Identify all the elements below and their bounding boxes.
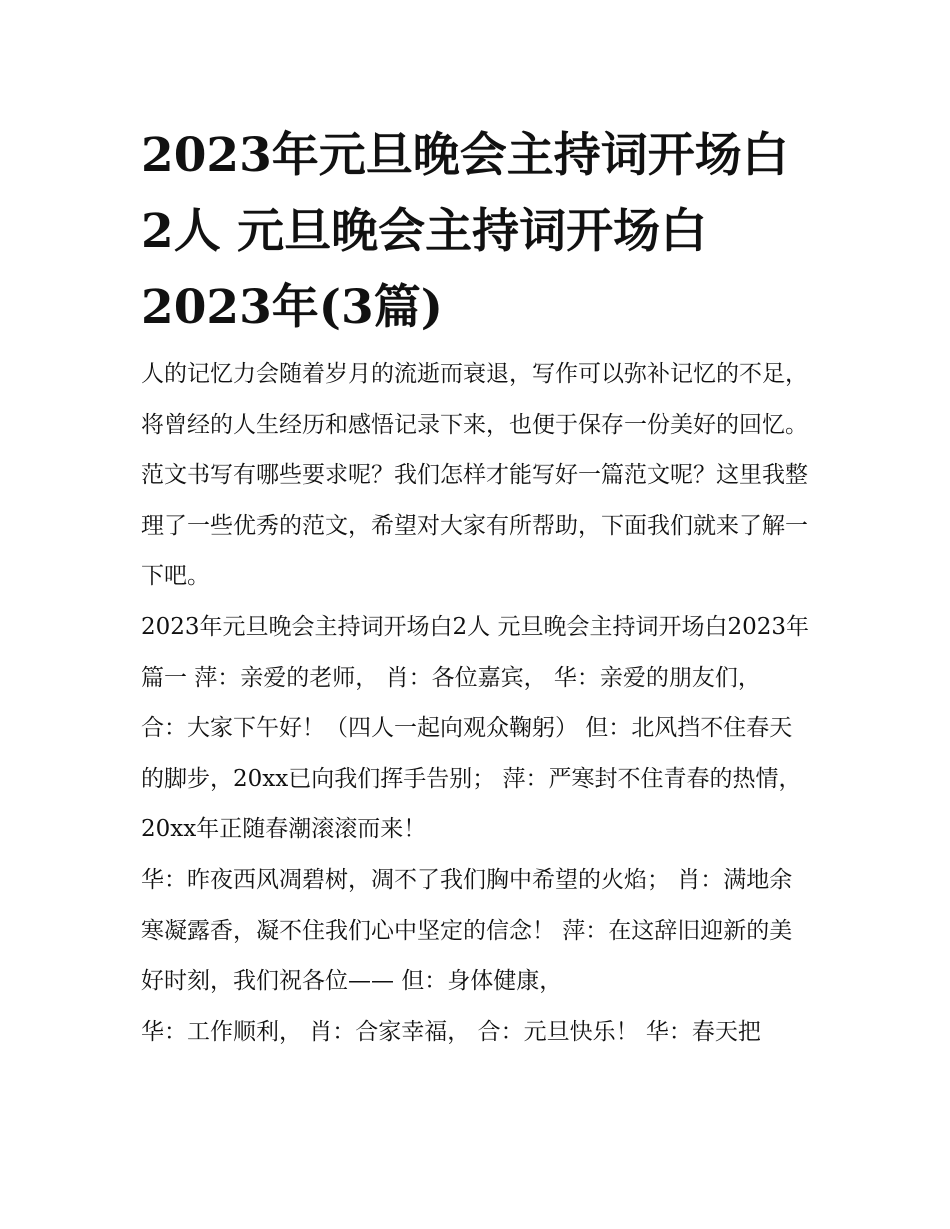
body-paragraph-4: 华：工作顺利， 肖：合家幸福， 合：元旦快乐！ 华：春天把: [141, 1018, 761, 1045]
document-page: [141, 118, 813, 1057]
body-paragraph-3: 华：昨夜西风凋碧树，凋不了我们胸中希望的火焰； 肖：满地余寒凝露香，凝不住我们心中坚定的信念！ 萍：在这辞旧迎新的美好时刻，我们祝各位—— 但：身体健康，: [141, 866, 793, 995]
document-title: 2023年元旦晚会主持词开场白2人 元旦晚会主持词开场白2023年(3篇): [141, 128, 789, 335]
body-paragraph-1: 2023年元旦晚会主持词开场白2人 元旦晚会主持词开场白2023年篇一 萍：亲爱的老师， 肖：各位嘉宾， 华：亲爱的朋友们，: [141, 613, 810, 691]
body-paragraph-2: 合：大家下午好！（四人一起向观众鞠躬） 但：北风挡不住春天的脚步，20xx已向我们挥手告别； 萍：严寒封不住青春的热情，20xx年正随春潮滚滚而来！: [141, 715, 802, 843]
intro-paragraph: 人的记忆力会随着岁月的流逝而衰退，写作可以弥补记忆的不足，将曾经的人生经历和感悟记录下来，也便于保存一份美好的回忆。范文书写有哪些要求呢？我们怎样才能写好一篇范文呢？这里我整理了一些优秀的范文，希望对大家有所帮助，下面我们就来了解一下吧。: [141, 361, 808, 590]
